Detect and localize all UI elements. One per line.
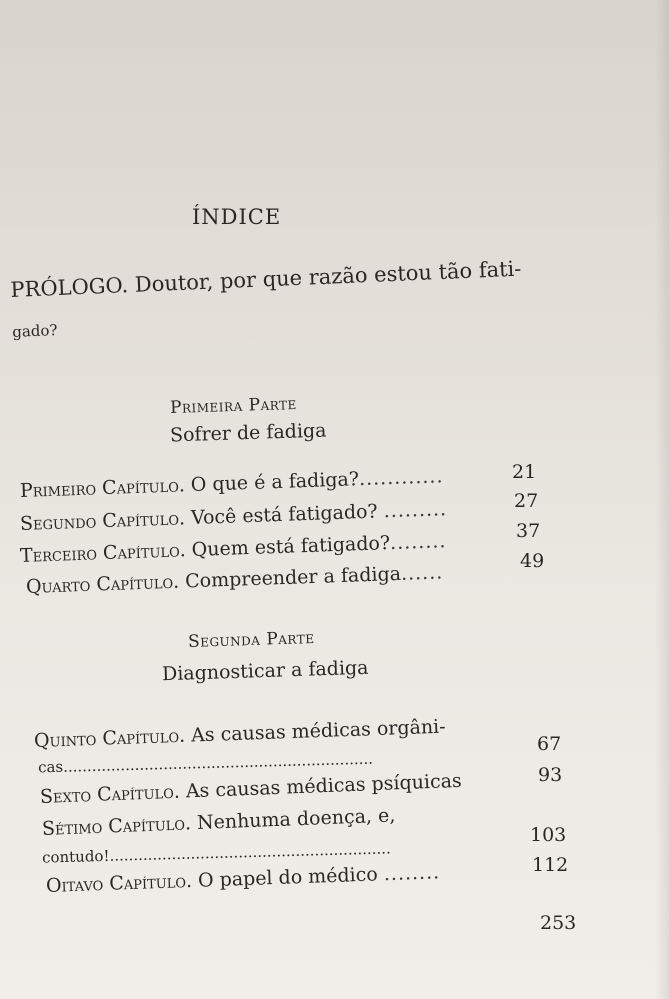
toc-entry-chapter-1 bbox=[20, 465, 444, 502]
chapter-label: Oitavo Capítulo. bbox=[45, 869, 193, 897]
chapter-label: Quinto Capítulo. bbox=[33, 724, 186, 752]
page-number-chapter-8: 112 bbox=[532, 854, 569, 876]
chapter-title: Nenhuma doença, e, bbox=[196, 804, 396, 835]
chapter-title: O papel do médico bbox=[197, 863, 379, 892]
chapter-7-continuation bbox=[42, 839, 391, 866]
page-number-chapter-7: 103 bbox=[530, 824, 567, 846]
chapter-label: Terceiro Capítulo. bbox=[19, 539, 187, 567]
prologue-line-2: gado? bbox=[11, 321, 58, 342]
chapter-label: Sétimo Capítulo. bbox=[41, 812, 192, 840]
toc-entry-chapter-6 bbox=[40, 770, 463, 808]
page-number-chapter-1: 21 bbox=[512, 461, 537, 483]
toc-entry-chapter-5 bbox=[34, 716, 446, 752]
chapter-5-continuation bbox=[38, 750, 373, 777]
chapter-title-continuation: contudo! bbox=[41, 846, 110, 867]
toc-entry-chapter-4 bbox=[26, 561, 444, 598]
chapter-label: Sexto Capítulo. bbox=[39, 780, 181, 808]
index-heading: ÍNDICE bbox=[192, 205, 282, 229]
toc-entry-chapter-7 bbox=[42, 804, 396, 840]
page-number-chapter-2: 27 bbox=[514, 490, 539, 512]
part-1-label: Primeira Parte bbox=[169, 394, 298, 418]
leader-dots: ................................................................. bbox=[62, 749, 374, 776]
prologue-line-1: PRÓLOGO. Doutor, por que razão estou tão fati- bbox=[10, 256, 522, 302]
leader-dots: ............ bbox=[358, 465, 444, 491]
chapter-title: Compreender a fadiga bbox=[184, 562, 402, 593]
toc-entry-chapter-3 bbox=[20, 530, 447, 567]
chapter-title: Você está fatigado? bbox=[190, 500, 379, 530]
leader-dots: ........................................................... bbox=[109, 839, 391, 865]
chapter-label: Primeiro Capítulo. bbox=[19, 474, 186, 502]
leader-dots: ........ bbox=[383, 861, 441, 886]
part-1-title: Sofrer de fadiga bbox=[169, 419, 327, 447]
part-2-title: Diagnosticar a fadiga bbox=[161, 656, 369, 686]
page-edge-shadow bbox=[655, 0, 669, 999]
page-folio: 253 bbox=[540, 912, 577, 934]
page-number-chapter-6: 93 bbox=[538, 764, 563, 786]
chapter-title: Quem está fatigado? bbox=[191, 532, 391, 561]
page-number-chapter-3: 37 bbox=[516, 520, 541, 542]
chapter-label: Quarto Capítulo. bbox=[25, 570, 180, 598]
leader-dots: ...... bbox=[400, 561, 444, 585]
toc-entry-chapter-8 bbox=[46, 861, 441, 897]
chapter-title: O que é a fadiga? bbox=[190, 468, 360, 497]
chapter-title: As causas médicas orgâni- bbox=[190, 715, 446, 747]
leader-dots: ......... bbox=[383, 498, 448, 523]
prologue-entry bbox=[10, 257, 523, 342]
chapter-title: As causas médicas psíquicas bbox=[185, 769, 463, 803]
toc-entry-chapter-2 bbox=[20, 498, 448, 535]
leader-dots: ........ bbox=[389, 530, 447, 555]
chapter-title-continuation: cas bbox=[37, 757, 64, 777]
chapter-label: Segundo Capítulo. bbox=[19, 507, 186, 535]
part-2-label: Segunda Parte bbox=[187, 628, 315, 652]
page-number-chapter-5: 67 bbox=[537, 733, 562, 755]
page-number-chapter-4: 49 bbox=[520, 550, 545, 572]
